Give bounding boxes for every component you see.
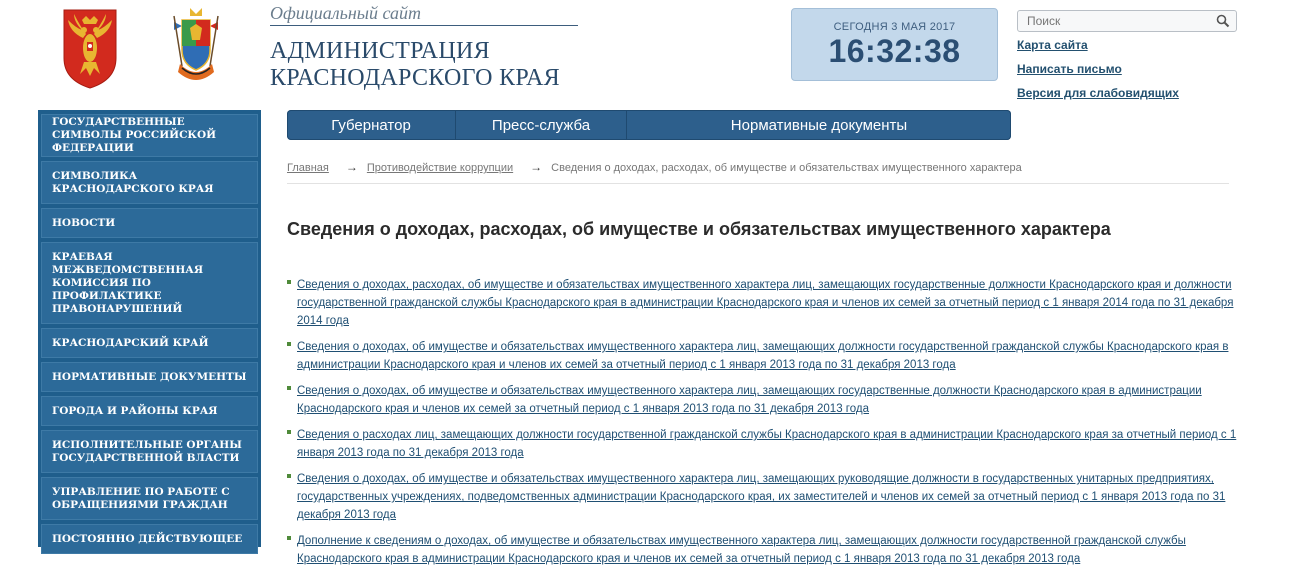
tab-normative-documents[interactable]: Нормативные документы — [730, 116, 908, 134]
search-icon[interactable] — [1216, 14, 1230, 28]
sitemap-link[interactable]: Карта сайта — [1017, 38, 1088, 52]
sidebar-item-normative-documents[interactable]: НОРМАТИВНЫЕ ДОКУМЕНТЫ — [41, 362, 258, 392]
page-title: Сведения о доходах, расходах, об имуществе и обязательствах имущественного характера — [287, 219, 1111, 239]
document-list — [287, 275, 1237, 575]
sidebar-item-state-symbols[interactable]: ГОСУДАРСТВЕННЫЕ СИМВОЛЫ РОССИЙСКОЙ ФЕДЕРАЦИИ — [41, 114, 258, 157]
document-link[interactable]: Сведения о доходах, об имуществе и обязательствах имущественного характера лиц, замещающих руководящие должности в государственных унитарных предприятиях, государственных учреждениях, подведомственных администрации Краснодарского края, их заместителей и членов их семей за отчетный период с 1 января 2013 года по 31 декабря 2013 года — [297, 473, 1226, 521]
breadcrumb-current: Сведения о доходах, расходах, об имуществе и обязательствах имущественного характера — [551, 162, 1022, 174]
bullet-icon — [287, 386, 291, 390]
bullet-icon — [287, 280, 291, 284]
list-item — [287, 469, 1237, 523]
list-item — [287, 275, 1237, 329]
krasnodar-coat-of-arms-icon — [160, 6, 232, 90]
sidebar-item-crime-prevention-commission[interactable]: КРАЕВАЯ МЕЖВЕДОМСТВЕННАЯ КОМИССИЯ ПО ПРОФИЛАКТИКЕ ПРАВОНАРУШЕНИЙ — [41, 242, 258, 324]
sidebar-item-executive-bodies[interactable]: ИСПОЛНИТЕЛЬНЫЕ ОРГАНЫ ГОСУДАРСТВЕННОЙ ВЛАСТИ — [41, 430, 258, 473]
bullet-icon — [287, 342, 291, 346]
breadcrumb — [287, 160, 1022, 174]
current-date: СЕГОДНЯ 3 МАЯ 2017 — [833, 21, 956, 33]
bullet-icon — [287, 430, 291, 434]
sidebar-item-krai-symbols[interactable]: СИМВОЛИКА КРАСНОДАРСКОГО КРАЯ — [41, 161, 258, 204]
list-item — [287, 381, 1237, 417]
site-title-line-1: АДМИНИСТРАЦИЯ — [270, 38, 490, 64]
tab-governor[interactable]: Губернатор — [287, 110, 456, 140]
document-link[interactable]: Сведения о расходах лиц, замещающих должности государственной гражданской службы Краснодарского края в администрации Краснодарского края за отчетный период с 1 января 2013 года по 31 декабря 2013 года — [297, 429, 1237, 459]
site-subtitle: Официальный сайт — [270, 3, 421, 23]
main-nav — [287, 110, 1011, 140]
sidebar-item-citizen-appeals[interactable]: УПРАВЛЕНИЕ ПО РАБОТЕ С ОБРАЩЕНИЯМИ ГРАЖДАН — [41, 477, 258, 520]
site-title[interactable] — [270, 38, 560, 92]
date-time-widget — [791, 8, 998, 81]
tab-press-service[interactable]: Пресс-служба — [456, 110, 627, 140]
write-letter-link[interactable]: Написать письмо — [1017, 62, 1122, 76]
title-divider — [270, 25, 578, 26]
utility-links — [1017, 38, 1179, 110]
document-link[interactable]: Сведения о доходах, об имуществе и обязательствах имущественного характера лиц, замещающих государственные должности Краснодарского края в администрации Краснодарского края и членов их семей за отчетный период с 1 января 2013 года по 31 декабря 2013 года — [297, 385, 1202, 415]
russia-coat-of-arms-icon — [60, 6, 120, 90]
site-title-line-2: КРАСНОДАРСКОГО КРАЯ — [270, 65, 560, 91]
bullet-icon — [287, 536, 291, 540]
sidebar-item-news[interactable]: НОВОСТИ — [41, 208, 258, 238]
sidebar-item-krasnodar-krai[interactable]: КРАСНОДАРСКИЙ КРАЙ — [41, 328, 258, 358]
document-link[interactable]: Сведения о доходах, расходах, об имуществе и обязательствах имущественного характера лиц, замещающих государственные должности Краснодарского края и должности государственной гражданской службы Краснодарского края в администрации Краснодарского края и членов их семей за отчетный период с 1 января 2014 года по 31 декабря 2014 года — [297, 279, 1234, 327]
breadcrumb-divider — [287, 183, 1229, 184]
search-box — [1017, 10, 1237, 32]
list-item — [287, 425, 1237, 461]
breadcrumb-arrow-icon: → — [530, 160, 543, 174]
breadcrumb-home[interactable]: Главная — [287, 162, 329, 174]
sidebar — [38, 110, 261, 547]
current-time: 16:32:38 — [828, 33, 961, 69]
bullet-icon — [287, 474, 291, 478]
list-item — [287, 531, 1237, 567]
breadcrumb-anticorruption[interactable]: Противодействие коррупции — [366, 162, 514, 174]
document-link[interactable]: Сведения о доходах, об имуществе и обязательствах имущественного характера лиц, замещающих должности государственной гражданской службы Краснодарского края в администрации Краснодарского края и членов их семей за отчетный период с 1 января 2013 года по 31 декабря 2013 года — [297, 341, 1229, 371]
accessible-version-link[interactable]: Версия для слабовидящих — [1017, 86, 1179, 100]
sidebar-item-cities-districts[interactable]: ГОРОДА И РАЙОНЫ КРАЯ — [41, 396, 258, 426]
sidebar-item-permanent[interactable]: ПОСТОЯННО ДЕЙСТВУЮЩЕЕ — [41, 524, 258, 554]
document-link[interactable]: Дополнение к сведениям о доходах, об имуществе и обязательствах имущественного характера лиц, замещающих должности государственной гражданской службы Краснодарского края в администрации Краснодарского края и членов их семей за отчетный период с 1 января 2013 года по 31 декабря 2013 года — [297, 535, 1186, 565]
search-input[interactable] — [1018, 11, 1208, 31]
breadcrumb-arrow-icon: → — [345, 160, 358, 174]
list-item — [287, 337, 1237, 373]
